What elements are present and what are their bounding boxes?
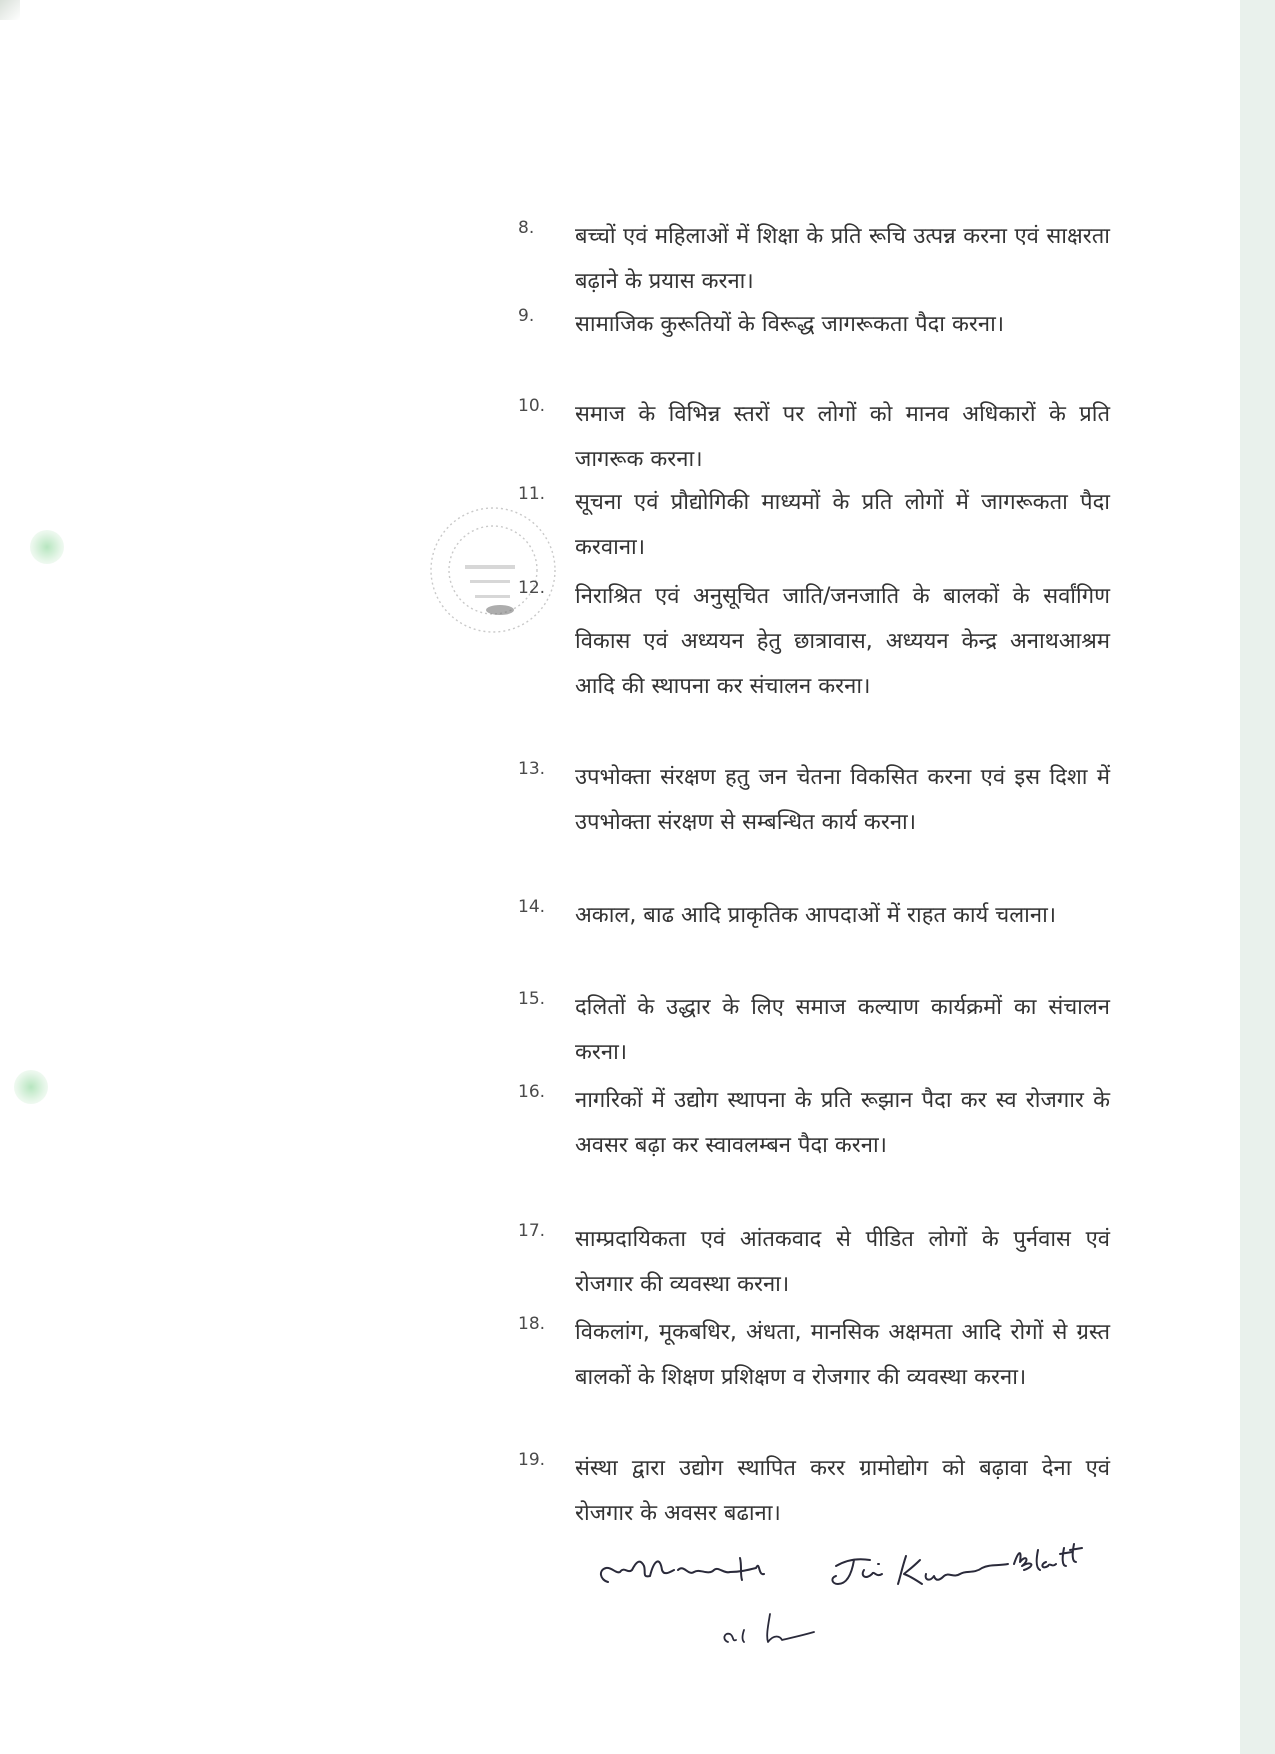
signature-3 bbox=[724, 1614, 814, 1642]
item-number: 9. bbox=[518, 306, 535, 326]
item-text: सूचना एवं प्रौद्योगिकी माध्यमों के प्रति लोगों में जागरूकता पैदा करवाना। bbox=[575, 490, 1110, 560]
list-item bbox=[518, 574, 1110, 709]
item-number: 19. bbox=[518, 1450, 546, 1470]
list-item bbox=[518, 755, 1110, 845]
item-text: नागरिकों में उद्योग स्थापना के प्रति रूझान पैदा कर स्व रोजगार के अवसर बढ़ा कर स्वावलम्बन पैदा करना। bbox=[575, 1088, 1110, 1158]
list-item bbox=[518, 985, 1110, 1075]
list-item bbox=[518, 1446, 1110, 1536]
list-item bbox=[518, 302, 1110, 347]
item-text: निराश्रित एवं अनुसूचित जाति/जनजाति के बालकों के सर्वांगिण विकास एवं अध्ययन हेतु छात्रावास, अध्ययन केन्द्र अनाथआश्रम आदि की स्थापना कर संचालन करना। bbox=[575, 584, 1110, 699]
item-number: 13. bbox=[518, 759, 546, 779]
item-text: उपभोक्ता संरक्षण हतु जन चेतना विकसित करना एवं इस दिशा में उपभोक्ता संरक्षण से सम्बन्धित कार्य करना। bbox=[575, 765, 1110, 835]
signature-2 bbox=[832, 1544, 1082, 1584]
item-text: अकाल, बाढ आदि प्राकृतिक आपदाओं में राहत कार्य चलाना। bbox=[575, 903, 1057, 928]
item-number: 10. bbox=[518, 396, 546, 416]
item-text: दलितों के उद्धार के लिए समाज कल्याण कार्यक्रमों का संचालन करना। bbox=[575, 995, 1110, 1065]
list-item bbox=[518, 392, 1110, 482]
item-text: साम्प्रदायिकता एवं आंतकवाद से पीडित लोगों के पुर्नवास एवं रोजगार की व्यवस्था करना। bbox=[575, 1227, 1110, 1297]
list-item bbox=[518, 1078, 1110, 1168]
list-item bbox=[518, 214, 1110, 304]
item-number: 12. bbox=[518, 578, 546, 598]
item-number: 15. bbox=[518, 989, 546, 1009]
item-number: 11. bbox=[518, 484, 546, 504]
item-number: 14. bbox=[518, 897, 546, 917]
scan-margin bbox=[1240, 0, 1275, 1754]
signature-1 bbox=[601, 1558, 764, 1582]
scan-mark bbox=[14, 1070, 48, 1104]
item-text: बच्चों एवं महिलाओं में शिक्षा के प्रति रूचि उत्पन्न करना एवं साक्षरता बढ़ाने के प्रयास करना। bbox=[575, 224, 1110, 294]
item-text: विकलांग, मूकबधिर, अंधता, मानसिक अक्षमता आदि रोगों से ग्रस्त बालकों के शिक्षण प्रशिक्षण व रोजगार की व्यवस्था करना। bbox=[575, 1320, 1110, 1390]
item-text: समाज के विभिन्न स्तरों पर लोगों को मानव अधिकारों के प्रति जागरूक करना। bbox=[575, 402, 1110, 472]
list-item bbox=[518, 1310, 1110, 1400]
list-item bbox=[518, 1217, 1110, 1307]
item-number: 17. bbox=[518, 1221, 546, 1241]
faded-stamp-seal bbox=[405, 470, 580, 670]
item-number: 16. bbox=[518, 1082, 546, 1102]
signatures bbox=[590, 1530, 1160, 1660]
item-text: सामाजिक कुरूतियों के विरूद्ध जागरूकता पैदा करना। bbox=[575, 312, 1005, 337]
list-item bbox=[518, 480, 1110, 570]
page-corner-shadow bbox=[0, 0, 20, 20]
item-number: 8. bbox=[518, 218, 535, 238]
item-text: संस्था द्वारा उद्योग स्थापित करर ग्रामोद्योग को बढ़ावा देना एवं रोजगार के अवसर बढाना। bbox=[575, 1456, 1110, 1526]
list-item bbox=[518, 893, 1110, 938]
scan-mark bbox=[30, 530, 64, 564]
item-number: 18. bbox=[518, 1314, 546, 1334]
